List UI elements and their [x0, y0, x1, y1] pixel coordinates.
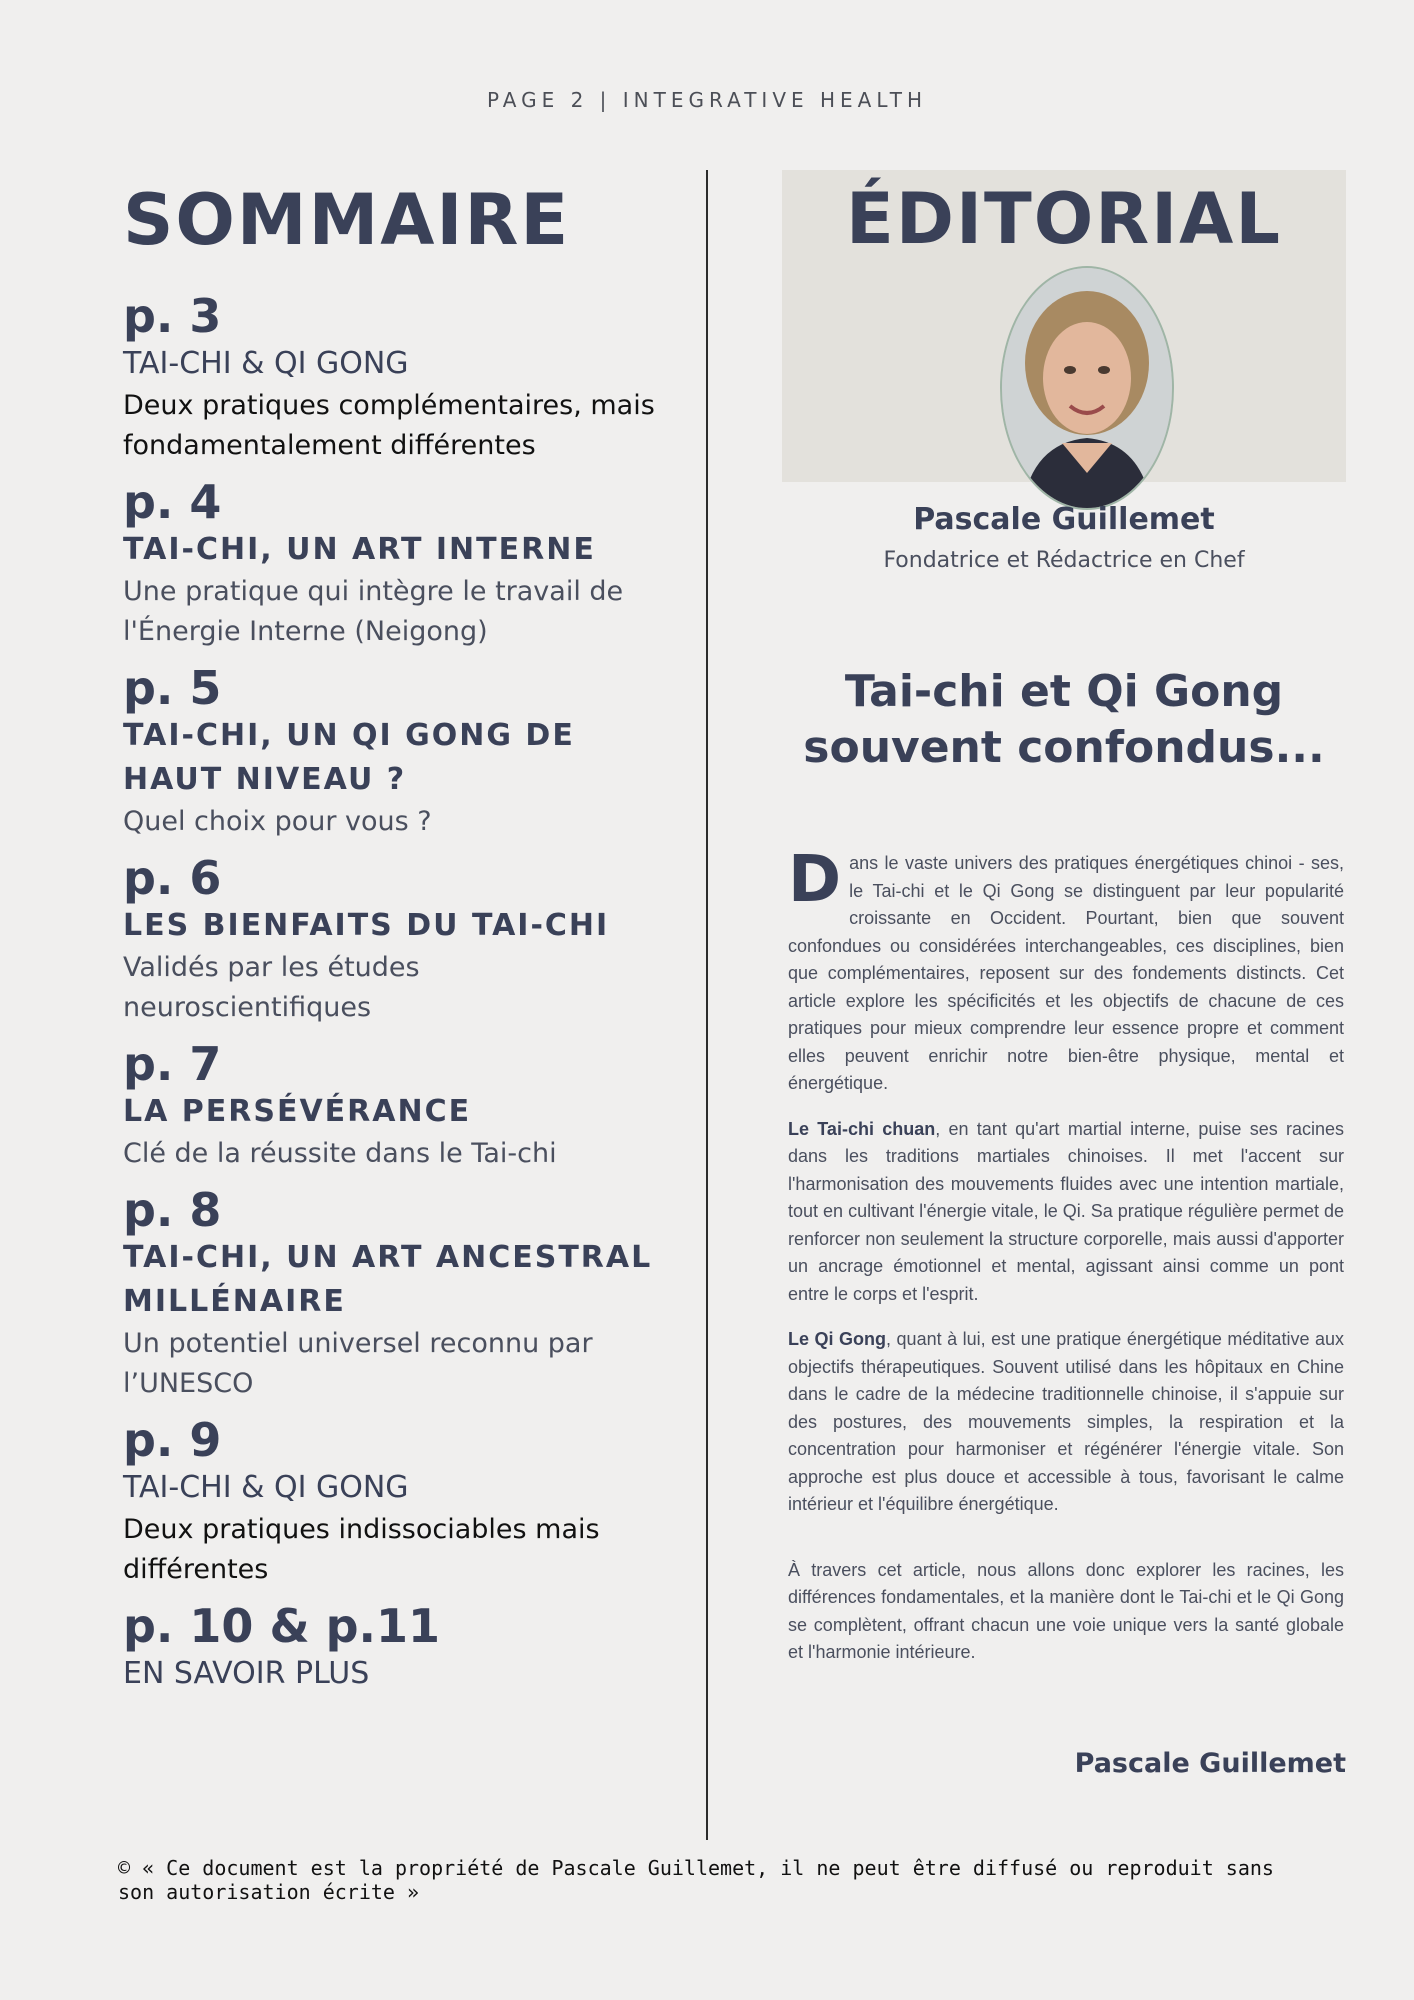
- toc-page-number: p. 3: [123, 289, 222, 343]
- toc-description: Deux pratiques indissociables mais différentes: [123, 1514, 600, 1585]
- term-tai-chi: Le Tai-chi chuan: [788, 1118, 936, 1139]
- toc-entry: [123, 1184, 663, 1404]
- author-portrait: [1000, 266, 1174, 510]
- toc-description: Validés par les études neuroscientifiques: [123, 952, 420, 1023]
- toc-page-number: p. 10 & p.11: [123, 1599, 440, 1653]
- toc-description: Clé de la réussite dans le Tai-chi: [123, 1138, 557, 1169]
- paragraph-text: ans le vaste univers des pratiques énergétiques chinoi - ses, le Tai-chi et le Qi Gong se distinguent par leur popularité croissante en Occident. Pourtant, bien que souvent confondues ou considérées interchangeables, ces disciplines, bien que complémentaires, reposent sur des fondements distincts. Cet article explore les spécificités et les objectifs de chacune de ces pratiques pour mieux comprendre leur essence propre et comment elles peuvent enrichir notre bien-être physique, mental et énergétique.: [788, 853, 1344, 1093]
- portrait-image: [1002, 268, 1172, 508]
- toc-page-number: p. 8: [123, 1183, 222, 1237]
- toc-entry: [123, 1414, 663, 1590]
- author-name: Pascale Guillemet: [913, 502, 1215, 537]
- toc-heading: TAI-CHI & QI GONG: [123, 346, 409, 381]
- article-paragraph: [788, 843, 1344, 1098]
- editorial-title: ÉDITORIAL: [846, 178, 1282, 260]
- toc-heading: TAI-CHI & QI GONG: [123, 1470, 409, 1505]
- paragraph-text: , quant à lui, est une pratique énergétique méditative aux objectifs thérapeutiques. Souvent utilisé dans les hôpitaux en Chine dans le cadre de la médecine traditionnelle chinoise, il s'appuie sur des postures, des mouvements simples, la respiration et la concentration pour harmoniser et régénérer l'énergie vitale. Son approche est plus douce et accessible à tous, favorisant le calme intérieur et l'équilibre énergétique.: [788, 1329, 1344, 1514]
- toc-heading: LES BIENFAITS DU TAI-CHI: [123, 908, 610, 943]
- article-paragraph: [788, 1116, 1344, 1309]
- toc-entry: [123, 852, 663, 1028]
- sommaire-title: SOMMAIRE: [123, 179, 571, 261]
- toc-description: Quel choix pour vous ?: [123, 806, 432, 837]
- toc-description: Deux pratiques complémentaires, mais fondamentalement différentes: [123, 390, 655, 461]
- paragraph-text: , en tant qu'art martial interne, puise ses racines dans les traditions martiales chinoises. Il met l'accent sur l'harmonisation des mouvements fluides avec une intention martiale, tout en cultivant l'énergie vitale, le Qi. Sa pratique régulière permet de renforcer non seulement la structure corporelle, mais aussi d'apporter un ancrage émotionnel et mental, agissant ainsi comme un pont entre le corps et l'esprit.: [788, 1118, 1345, 1304]
- toc-description: Une pratique qui intègre le travail de l'Énergie Interne (Neigong): [123, 576, 624, 647]
- toc-heading: EN SAVOIR PLUS: [123, 1656, 370, 1691]
- toc-page-number: p. 7: [123, 1037, 222, 1091]
- toc-heading: LA PERSÉVÉRANCE: [123, 1094, 472, 1129]
- toc-heading: TAI-CHI, UN ART ANCESTRAL MILLÉNAIRE: [123, 1240, 653, 1319]
- toc-entry: [123, 290, 663, 466]
- drop-cap: D: [788, 843, 842, 917]
- copyright-footer: © « Ce document est la propriété de Pascale Guillemet, il ne peut être diffusé ou reproduit sans son autorisation écrite »: [118, 1856, 1274, 1904]
- term-qi-gong: Le Qi Gong: [788, 1329, 887, 1349]
- toc-entry: [123, 1600, 663, 1696]
- article-paragraph: À travers cet article, nous allons donc explorer les racines, les différences fondamentales, et la manière dont le Tai-chi et le Qi Gong se complètent, offrant chacun une voie unique vers la santé globale et l'harmonie intérieure.: [788, 1559, 1344, 1662]
- toc-description: Un potentiel universel reconnu par l’UNESCO: [123, 1328, 593, 1399]
- author-role: Fondatrice et Rédactrice en Chef: [883, 548, 1245, 573]
- toc-heading: TAI-CHI, UN QI GONG DE HAUT NIVEAU ?: [123, 718, 575, 797]
- editorial-subtitle: Tai-chi et Qi Gong souvent confondus...: [803, 666, 1325, 773]
- toc-entry: [123, 662, 663, 842]
- toc-entry: [123, 1038, 663, 1174]
- toc-page-number: p. 4: [123, 475, 222, 529]
- article-paragraph: [788, 1326, 1344, 1519]
- sommaire-column: [123, 180, 663, 1706]
- toc-entry: [123, 476, 663, 652]
- page-header: PAGE 2 | INTEGRATIVE HEALTH: [487, 88, 927, 112]
- editorial-article: [788, 843, 1345, 1685]
- editorial-signature: Pascale Guillemet: [1074, 1748, 1346, 1779]
- toc-page-number: p. 6: [123, 851, 222, 905]
- toc-page-number: p. 5: [123, 661, 222, 715]
- column-divider: [706, 170, 708, 1840]
- toc-heading: TAI-CHI, UN ART INTERNE: [123, 532, 596, 567]
- toc-page-number: p. 9: [123, 1413, 222, 1467]
